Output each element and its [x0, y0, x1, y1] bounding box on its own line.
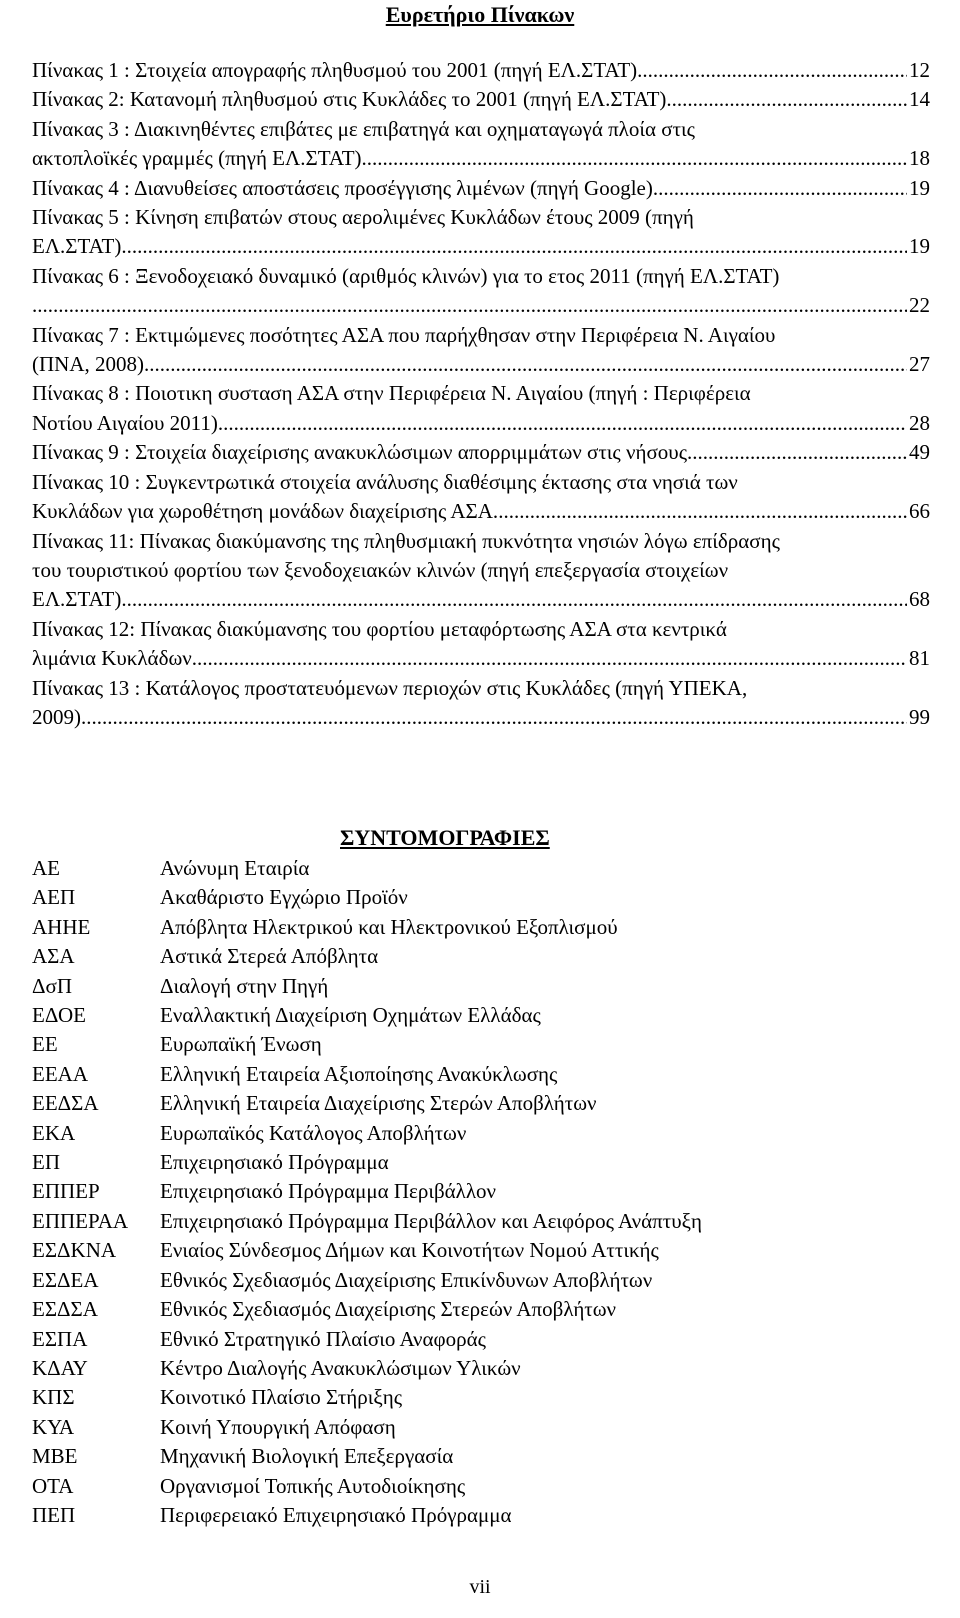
abbreviation-description: Απόβλητα Ηλεκτρικού και Ηλεκτρονικού Εξοπλισμού — [160, 914, 618, 939]
toc-entry-text: Νοτίου Αιγαίου 2011) — [32, 410, 218, 435]
abbreviation-code: ΕΣΔΚΝΑ — [32, 1238, 117, 1263]
toc-entry[interactable] — [32, 674, 930, 733]
toc-heading: Ευρετήριο Πίνακων — [385, 2, 575, 27]
toc-entry[interactable] — [32, 379, 930, 438]
abbreviation-description: Εθνικός Σχεδιασμός Διαχείρισης Επικίνδυνων Αποβλήτων — [160, 1267, 653, 1292]
page-number: vii — [469, 1576, 491, 1598]
abbreviation-description: Κοινή Υπουργική Απόφαση — [160, 1414, 396, 1439]
abbreviation-row — [32, 854, 912, 883]
abbreviation-description: Επιχειρησιακό Πρόγραμμα Περιβάλλον — [160, 1179, 497, 1204]
abbreviation-code: ΑΕ — [32, 856, 60, 880]
abbreviation-code: ΕΠΠΕΡΑΑ — [32, 1208, 129, 1233]
toc-entry-text: Πίνακας 7 : Εκτιμώμενες ποσότητες ΑΣΑ που παρήχθησαν στην Περιφέρεια Ν. Αιγαίου — [32, 322, 776, 347]
toc-entry-page: 14 — [909, 87, 930, 112]
toc-entry-page: 28 — [909, 410, 930, 435]
toc-entry[interactable] — [32, 527, 930, 615]
toc-entry[interactable] — [32, 262, 930, 321]
dot-leader — [653, 174, 907, 203]
abbreviation-code: ΑΣΑ — [32, 944, 75, 969]
toc-list — [32, 56, 930, 732]
toc-entry-page: 66 — [909, 499, 930, 524]
abbreviation-row — [32, 1148, 912, 1177]
dot-leader — [362, 144, 907, 173]
toc-entry[interactable] — [32, 203, 930, 262]
abbreviation-description: Περιφερειακό Επιχειρησιακό Πρόγραμμα — [160, 1502, 512, 1527]
toc-entry-page: 22 — [909, 293, 930, 318]
toc-entry-text: ΕΛ.ΣΤΑΤ) — [32, 587, 122, 612]
dot-leader — [121, 585, 907, 614]
abbreviation-row — [32, 942, 912, 971]
toc-entry-text: ΕΛ.ΣΤΑΤ) — [32, 234, 122, 259]
dot-leader — [687, 438, 907, 467]
abbreviation-description: Επιχειρησιακό Πρόγραμμα Περιβάλλον και Αειφόρος Ανάπτυξη — [160, 1208, 702, 1233]
dot-leader — [81, 703, 907, 732]
toc-entry[interactable] — [32, 321, 930, 380]
dot-leader — [498, 497, 907, 526]
abbreviation-row — [32, 1266, 912, 1295]
toc-entry-text: Πίνακας 1 : Στοιχεία απογραφής πληθυσμού του 2001 (πηγή ΕΛ.ΣΤΑΤ) — [32, 58, 638, 82]
toc-entry-text: Πίνακας 2: Κατανομή πληθυσμού στις Κυκλάδες το 2001 (πηγή ΕΛ.ΣΤΑΤ) — [32, 87, 667, 112]
abbreviation-code: ΕΕΑΑ — [32, 1061, 88, 1086]
abbreviation-row — [32, 1383, 912, 1412]
abbreviation-code: ΟΤΑ — [32, 1473, 74, 1498]
abbreviation-code: ΕΠ — [32, 1150, 60, 1175]
abbreviation-row — [32, 1501, 912, 1530]
abbreviation-description: Αστικά Στερεά Απόβλητα — [160, 944, 379, 969]
abbreviation-row — [32, 1177, 912, 1206]
toc-entry-text: Πίνακας 10 : Συγκεντρωτικά στοιχεία ανάλυσης διαθέσιμης έκτασης στα νησιά των — [32, 469, 738, 494]
abbreviation-code: ΕΔΟΕ — [32, 1003, 86, 1028]
toc-entry-text: (ΠΝΑ, 2008) — [32, 352, 144, 377]
abbreviation-description: Ενιαίος Σύνδεσμος Δήμων και Κοινοτήτων Νομού Αττικής — [160, 1238, 659, 1263]
abbreviation-description: Ευρωπαϊκή Ένωση — [160, 1032, 322, 1057]
toc-entry[interactable] — [32, 468, 930, 527]
abbreviation-description: Κοινοτικό Πλαίσιο Στήριξης — [160, 1385, 403, 1410]
abbreviation-row — [32, 1442, 912, 1471]
abbreviation-description: Εθνικός Σχεδιασμός Διαχείρισης Στερεών Αποβλήτων — [160, 1297, 617, 1322]
toc-entry-text: ακτοπλοϊκές γραμμές (πηγή ΕΛ.ΣΤΑΤ) — [32, 146, 362, 171]
abbreviation-code: ΕΣΔΕΑ — [32, 1267, 99, 1292]
toc-entry[interactable] — [32, 174, 930, 203]
toc-entry-text: Πίνακας 11: Πίνακας διακύμανσης της πληθυσμιακή πυκνότητα νησιών λόγω επίδρασης — [32, 528, 780, 553]
abbreviation-code: ΑΗΗΕ — [32, 914, 91, 939]
toc-entry-page: 49 — [909, 440, 930, 465]
abbreviation-code: ΚΥΑ — [32, 1414, 75, 1439]
abbreviation-code: ΕΣΠΑ — [32, 1326, 88, 1351]
abbreviation-description: Κέντρο Διαλογής Ανακυκλώσιμων Υλικών — [160, 1355, 521, 1380]
abbreviation-code: ΕΚΑ — [32, 1120, 76, 1145]
abbreviation-description: Ελληνική Εταιρεία Διαχείρισης Στερών Αποβλήτων — [160, 1091, 597, 1116]
toc-entry-text: Πίνακας 9 : Στοιχεία διαχείρισης ανακυκλώσιμων απορριμμάτων στις νήσους — [32, 440, 688, 465]
toc-entry-text: Πίνακας 5 : Κίνηση επιβατών στους αερολιμένες Κυκλάδων έτους 2009 (πηγή — [32, 205, 694, 230]
abbreviation-row — [32, 972, 912, 1001]
abbreviation-description: Οργανισμοί Τοπικής Αυτοδιοίκησης — [160, 1473, 466, 1498]
abbreviation-code: ΕΠΠΕΡ — [32, 1179, 100, 1204]
dot-leader — [192, 644, 907, 673]
dot-leader — [218, 409, 907, 438]
abbreviation-row — [32, 1119, 912, 1148]
abbreviation-row — [32, 1472, 912, 1501]
toc-entry-page: 99 — [909, 704, 930, 729]
dot-leader — [637, 56, 907, 85]
abbreviation-row — [32, 1001, 912, 1030]
abbreviation-row — [32, 913, 912, 942]
toc-entry-page: 68 — [909, 587, 930, 612]
abbreviation-code: ΜΒΕ — [32, 1444, 78, 1469]
toc-entry-text: Πίνακας 13 : Κατάλογος προστατευόμενων περιοχών στις Κυκλάδες (πηγή ΥΠΕΚΑ, — [32, 675, 748, 700]
abbreviation-description: Εναλλακτική Διαχείριση Οχημάτων Ελλάδας — [160, 1003, 541, 1028]
abbreviation-row — [32, 1413, 912, 1442]
toc-entry-text: Πίνακας 8 : Ποιοτικη συσταση ΑΣΑ στην Περιφέρεια Ν. Αιγαίου (πηγή : Περιφέρεια — [32, 381, 751, 406]
abbreviation-row — [32, 1060, 912, 1089]
toc-entry-text: Πίνακας 4 : Διανυθείσες αποστάσεις προσέγγισης λιμένων (πηγή Google) — [32, 175, 653, 200]
abbreviations-list — [32, 854, 912, 1530]
abbreviation-code: ΕΕΔΣΑ — [32, 1091, 99, 1116]
abbreviation-row — [32, 883, 912, 912]
abbreviations-heading: ΣΥΝΤΟΜΟΓΡΑΦΙΕΣ — [340, 825, 550, 850]
abbreviation-code: ΔσΠ — [32, 973, 72, 998]
toc-entry-text: Πίνακας 6 : Ξενοδοχειακό δυναμικό (αριθμός κλινών) για το ετος 2011 (πηγή ΕΛ.ΣΤΑΤ) — [32, 263, 780, 288]
toc-entry-text: του τουριστικού φορτίου των ξενοδοχειακών κλινών (πηγή επεξεργασία στοιχείων — [32, 557, 729, 582]
toc-entry-text: 2009) — [32, 704, 81, 729]
abbreviation-row — [32, 1295, 912, 1324]
abbreviation-code: ΚΠΣ — [32, 1385, 75, 1410]
dot-leader — [144, 350, 907, 379]
abbreviation-code: ΑΕΠ — [32, 885, 76, 910]
toc-entry[interactable] — [32, 56, 930, 85]
abbreviation-code: ΕΣΔΣΑ — [32, 1297, 98, 1322]
dot-leader — [666, 85, 907, 114]
abbreviation-row — [32, 1089, 912, 1118]
abbreviation-description: Διαλογή στην Πηγή — [160, 973, 329, 998]
abbreviation-description: Επιχειρησιακό Πρόγραμμα — [160, 1150, 389, 1175]
abbreviation-code: ΚΔΑΥ — [32, 1355, 88, 1380]
toc-entry-page: 12 — [909, 58, 930, 82]
toc-entry-page: 18 — [909, 146, 930, 171]
toc-entry-page: 19 — [909, 234, 930, 259]
toc-entry-text: λιμάνια Κυκλάδων — [32, 646, 192, 671]
abbreviation-code: ΕΕ — [32, 1032, 58, 1057]
toc-entry[interactable] — [32, 85, 930, 114]
toc-entry[interactable] — [32, 115, 930, 174]
abbreviation-description: Ανώνυμη Εταιρία — [160, 856, 310, 880]
toc-entry-text: Κυκλάδων για χωροθέτηση μονάδων διαχείρισης ΑΣΑ. — [32, 499, 499, 524]
abbreviation-row — [32, 1325, 912, 1354]
toc-entry-text: Πίνακας 12: Πίνακας διακύμανσης του φορτίου μεταφόρτωσης ΑΣΑ στα κεντρικά — [32, 616, 727, 641]
abbreviation-row — [32, 1207, 912, 1236]
abbreviation-description: Ακαθάριστο Εγχώριο Προϊόν — [160, 885, 408, 910]
dot-leader — [32, 291, 907, 320]
dot-leader — [121, 232, 907, 261]
toc-entry[interactable] — [32, 615, 930, 674]
abbreviation-row — [32, 1030, 912, 1059]
abbreviation-row — [32, 1354, 912, 1383]
abbreviation-description: Ελληνική Εταιρεία Αξιοποίησης Ανακύκλωσης — [160, 1061, 558, 1086]
abbreviation-code: ΠΕΠ — [32, 1502, 76, 1527]
toc-entry-page: 19 — [909, 175, 930, 200]
toc-entry-page: 27 — [909, 352, 930, 377]
abbreviation-description: Εθνικό Στρατηγικό Πλαίσιο Αναφοράς — [160, 1326, 486, 1351]
abbreviation-row — [32, 1236, 912, 1265]
toc-entry[interactable] — [32, 438, 930, 467]
abbreviation-description: Ευρωπαϊκός Κατάλογος Αποβλήτων — [160, 1120, 467, 1145]
toc-entry-text: Πίνακας 3 : Διακινηθέντες επιβάτες με επιβατηγά και οχηματαγωγά πλοία στις — [32, 116, 695, 141]
abbreviation-description: Μηχανική Βιολογική Επεξεργασία — [160, 1444, 454, 1469]
toc-entry-page: 81 — [909, 646, 930, 671]
